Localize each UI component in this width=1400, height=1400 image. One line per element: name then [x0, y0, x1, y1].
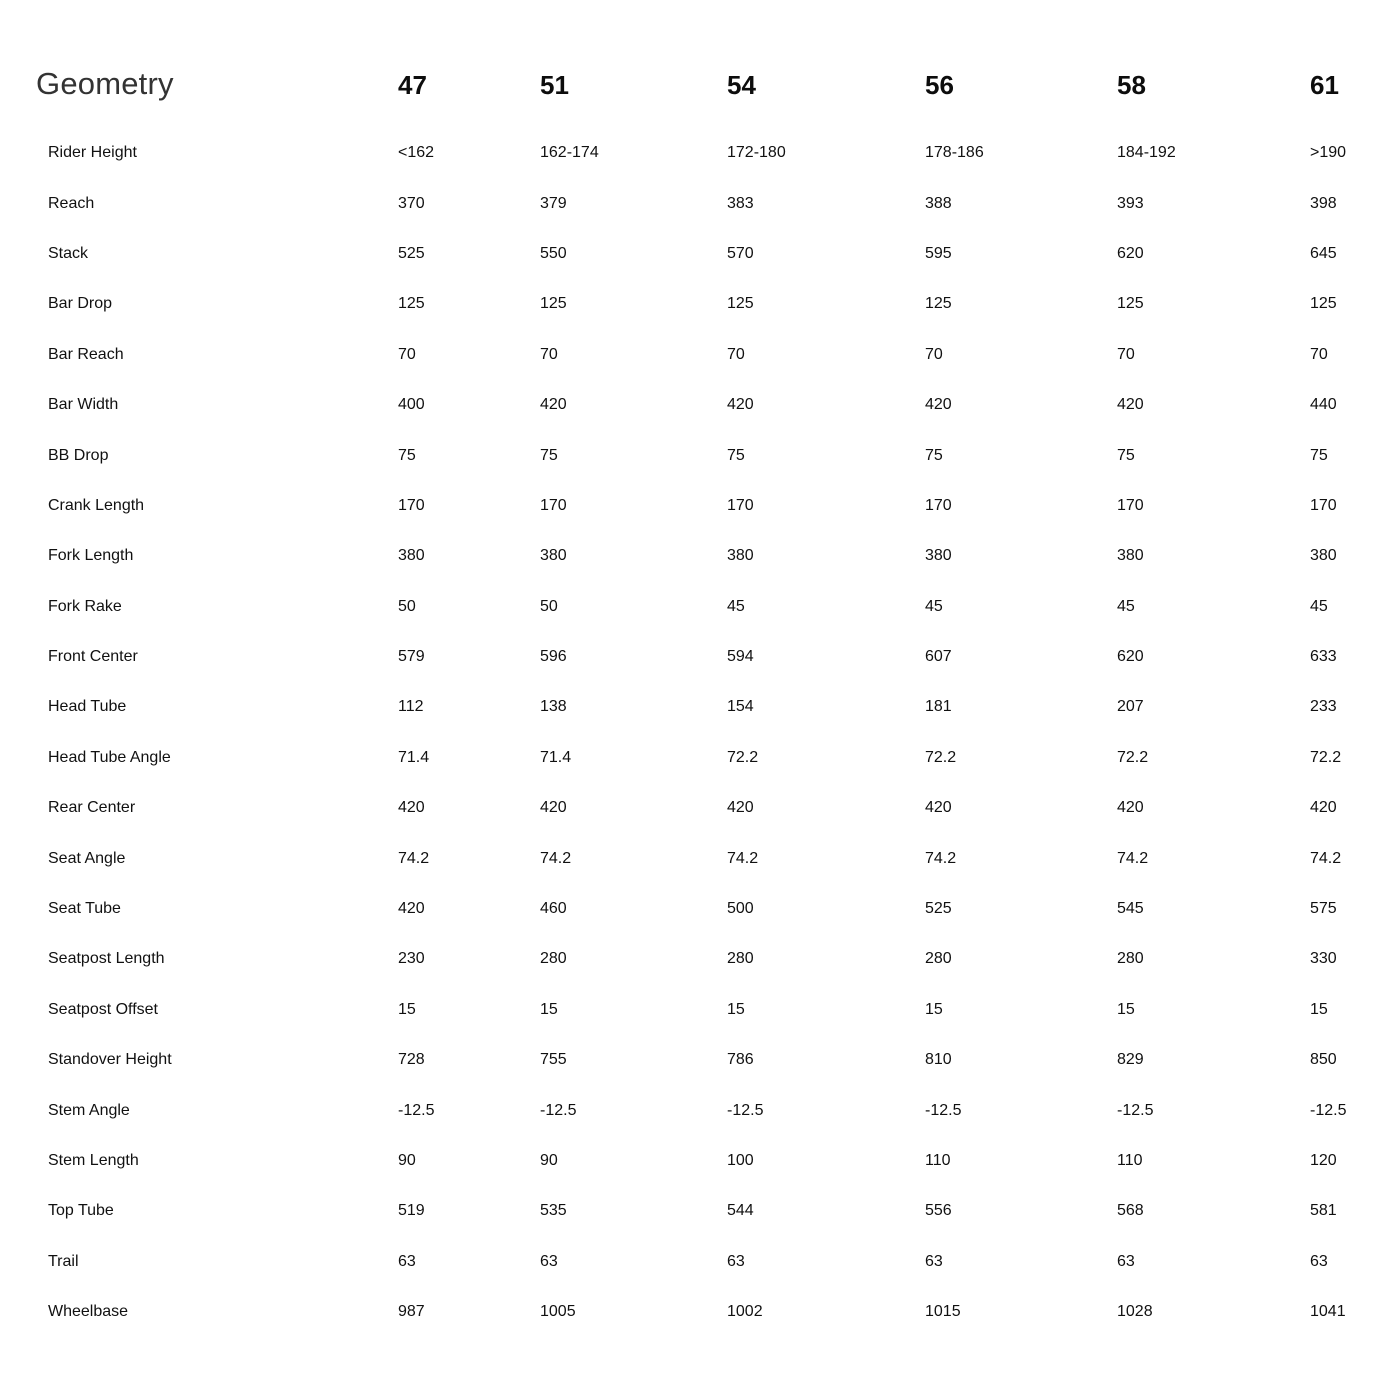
spec-cell: 15	[398, 1000, 416, 1018]
spec-cell: 184-192	[1117, 144, 1176, 162]
spec-row-label: Front Center	[48, 648, 138, 666]
spec-cell: 645	[1310, 244, 1337, 262]
spec-cell: 500	[727, 900, 754, 918]
spec-cell: 810	[925, 1051, 952, 1069]
spec-cell: 330	[1310, 950, 1337, 968]
spec-cell: 420	[1117, 396, 1144, 414]
spec-cell: 420	[925, 396, 952, 414]
spec-cell: 755	[540, 1051, 567, 1069]
spec-cell: 125	[398, 295, 425, 313]
spec-row-label: Rear Center	[48, 799, 136, 817]
spec-cell: 1002	[727, 1303, 763, 1321]
spec-cell: 63	[540, 1252, 558, 1270]
spec-row	[36, 531, 1380, 581]
spec-cell: 280	[925, 950, 952, 968]
spec-cell: 72.2	[1117, 748, 1149, 766]
spec-cell: 280	[1117, 950, 1144, 968]
page-title: Geometry	[36, 66, 174, 101]
spec-cell: 63	[398, 1252, 416, 1270]
spec-cell: 75	[925, 446, 943, 464]
spec-row-label: Stem Angle	[48, 1101, 130, 1119]
spec-cell: 74.2	[398, 849, 430, 867]
spec-cell: 72.2	[1310, 748, 1342, 766]
size-column-header: 61	[1310, 70, 1339, 100]
spec-cell: 379	[540, 194, 567, 212]
spec-cell: 71.4	[540, 748, 572, 766]
spec-row	[36, 229, 1380, 279]
spec-cell: 100	[727, 1152, 754, 1169]
spec-row	[36, 279, 1380, 329]
spec-row-label: BB Drop	[48, 446, 109, 464]
spec-cell: 987	[398, 1303, 425, 1321]
spec-cell: 519	[398, 1202, 425, 1220]
spec-cell: 850	[1310, 1051, 1337, 1069]
spec-cell: 90	[540, 1152, 558, 1169]
spec-row	[36, 632, 1380, 682]
spec-row-label: Seatpost Length	[48, 950, 165, 968]
size-column-header: 51	[540, 70, 569, 100]
spec-cell: 544	[727, 1202, 754, 1220]
spec-cell: >190	[1310, 144, 1347, 162]
spec-cell: 420	[398, 799, 425, 817]
spec-cell: 420	[727, 799, 754, 817]
spec-cell: 398	[1310, 194, 1337, 212]
spec-cell: -12.5	[925, 1101, 962, 1119]
spec-cell: -12.5	[398, 1101, 435, 1119]
spec-cell: 400	[398, 396, 425, 414]
spec-cell: 50	[398, 597, 416, 615]
spec-row	[36, 178, 1380, 228]
spec-cell: 383	[727, 194, 754, 212]
spec-row	[36, 1136, 1380, 1186]
spec-cell: 162-174	[540, 144, 599, 162]
spec-row-label: Bar Width	[48, 396, 119, 414]
size-column-header: 56	[925, 70, 954, 100]
spec-cell: 178-186	[925, 144, 984, 162]
spec-cell: 50	[540, 597, 558, 615]
spec-row-label: Seatpost Offset	[48, 1000, 158, 1018]
spec-row	[36, 733, 1380, 783]
spec-cell: 74.2	[1117, 849, 1149, 867]
spec-row	[36, 1287, 1380, 1337]
spec-cell: 110	[925, 1152, 951, 1169]
spec-cell: 420	[1117, 799, 1144, 817]
spec-cell: 15	[925, 1000, 943, 1018]
spec-cell: 154	[727, 698, 754, 716]
size-column-header: 58	[1117, 70, 1146, 100]
spec-cell: 420	[1310, 799, 1337, 817]
spec-cell: -12.5	[540, 1101, 577, 1119]
spec-cell: 63	[727, 1252, 745, 1270]
spec-cell: 70	[398, 345, 416, 363]
spec-cell: 420	[398, 900, 425, 918]
geometry-table	[0, 66, 1400, 1400]
spec-rows-container	[36, 128, 1380, 1337]
spec-row	[36, 330, 1380, 380]
spec-cell: 125	[727, 295, 754, 313]
spec-row	[36, 985, 1380, 1035]
spec-row	[36, 682, 1380, 732]
table-header-row	[36, 66, 1380, 112]
spec-row	[36, 934, 1380, 984]
spec-row	[36, 1237, 1380, 1287]
spec-cell: 170	[1117, 496, 1144, 514]
spec-cell: 1015	[925, 1303, 961, 1321]
spec-row	[36, 833, 1380, 883]
spec-row	[36, 1186, 1380, 1236]
spec-cell: 70	[540, 345, 558, 363]
spec-cell: 393	[1117, 194, 1144, 212]
size-column-header: 47	[398, 70, 427, 100]
spec-cell: 74.2	[540, 849, 572, 867]
spec-cell: 112	[398, 698, 424, 716]
spec-cell: 70	[727, 345, 745, 363]
spec-cell: 63	[925, 1252, 943, 1270]
spec-cell: 420	[540, 396, 567, 414]
spec-cell: 595	[925, 244, 952, 262]
spec-row-label: Seat Tube	[48, 900, 121, 918]
spec-row	[36, 783, 1380, 833]
spec-cell: 70	[1117, 345, 1135, 363]
spec-row-label: Seat Angle	[48, 849, 126, 867]
spec-row-label: Crank Length	[48, 496, 145, 514]
spec-cell: 380	[398, 547, 425, 565]
spec-cell: 125	[1310, 295, 1337, 313]
spec-cell: 63	[1310, 1252, 1328, 1270]
spec-cell: 74.2	[925, 849, 957, 867]
spec-cell: 280	[540, 950, 567, 968]
spec-cell: 75	[398, 446, 416, 464]
spec-cell: 575	[1310, 900, 1337, 918]
spec-cell: 525	[925, 900, 952, 918]
spec-cell: 45	[1310, 597, 1328, 615]
spec-cell: 388	[925, 194, 952, 212]
spec-cell: 556	[925, 1202, 952, 1220]
spec-cell: -12.5	[1117, 1101, 1154, 1119]
spec-cell: 70	[925, 345, 943, 363]
spec-row-label: Bar Drop	[48, 295, 113, 313]
spec-cell: -12.5	[1310, 1101, 1347, 1119]
spec-row	[36, 430, 1380, 480]
spec-row	[36, 582, 1380, 632]
spec-cell: <162	[398, 144, 435, 162]
spec-cell: 420	[727, 396, 754, 414]
spec-row-label: Stem Length	[48, 1152, 139, 1169]
spec-cell: -12.5	[727, 1101, 764, 1119]
spec-cell: 110	[1117, 1152, 1143, 1169]
spec-cell: 170	[1310, 496, 1337, 514]
spec-cell: 138	[540, 698, 567, 716]
spec-cell: 120	[1310, 1152, 1337, 1169]
spec-cell: 380	[1117, 547, 1144, 565]
spec-cell: 460	[540, 900, 567, 918]
spec-cell: 15	[1117, 1000, 1135, 1018]
spec-cell: 829	[1117, 1051, 1144, 1069]
spec-cell: 72.2	[727, 748, 759, 766]
spec-cell: 728	[398, 1051, 425, 1069]
spec-row	[36, 380, 1380, 430]
spec-cell: 633	[1310, 648, 1337, 666]
size-column-header: 54	[727, 70, 756, 100]
spec-cell: 172-180	[727, 144, 786, 162]
spec-row-label: Head Tube	[48, 698, 127, 716]
spec-cell: 440	[1310, 396, 1337, 414]
spec-cell: 125	[1117, 295, 1144, 313]
spec-cell: 380	[925, 547, 952, 565]
spec-cell: 525	[398, 244, 425, 262]
spec-cell: 230	[398, 950, 425, 968]
spec-cell: 45	[1117, 597, 1135, 615]
spec-cell: 15	[727, 1000, 745, 1018]
spec-cell: 74.2	[727, 849, 759, 867]
spec-cell: 170	[925, 496, 952, 514]
spec-cell: 170	[727, 496, 754, 514]
spec-cell: 786	[727, 1051, 754, 1069]
spec-cell: 280	[727, 950, 754, 968]
spec-row-label: Fork Rake	[48, 597, 122, 615]
spec-cell: 90	[398, 1152, 416, 1169]
spec-row	[36, 481, 1380, 531]
spec-cell: 1028	[1117, 1303, 1153, 1321]
spec-cell: 63	[1117, 1252, 1135, 1270]
spec-cell: 568	[1117, 1202, 1144, 1220]
spec-row-label: Head Tube Angle	[48, 748, 171, 766]
spec-cell: 380	[1310, 547, 1337, 565]
spec-cell: 75	[1310, 446, 1328, 464]
spec-cell: 570	[727, 244, 754, 262]
spec-cell: 125	[925, 295, 952, 313]
spec-cell: 420	[540, 799, 567, 817]
spec-row	[36, 1085, 1380, 1135]
spec-cell: 607	[925, 648, 952, 666]
spec-cell: 380	[540, 547, 567, 565]
spec-cell: 233	[1310, 698, 1337, 716]
spec-cell: 207	[1117, 698, 1144, 716]
spec-cell: 15	[540, 1000, 558, 1018]
spec-cell: 380	[727, 547, 754, 565]
spec-cell: 370	[398, 194, 425, 212]
spec-cell: 581	[1310, 1202, 1337, 1220]
spec-cell: 170	[540, 496, 567, 514]
spec-cell: 75	[1117, 446, 1135, 464]
spec-cell: 74.2	[1310, 849, 1342, 867]
spec-cell: 170	[398, 496, 425, 514]
spec-row-label: Stack	[48, 244, 89, 262]
spec-row-label: Trail	[48, 1252, 79, 1270]
spec-cell: 420	[925, 799, 952, 817]
spec-row-label: Wheelbase	[48, 1303, 129, 1321]
spec-cell: 15	[1310, 1000, 1328, 1018]
spec-cell: 594	[727, 648, 754, 666]
spec-cell: 579	[398, 648, 425, 666]
spec-cell: 72.2	[925, 748, 957, 766]
spec-cell: 70	[1310, 345, 1328, 363]
spec-row-label: Reach	[48, 194, 95, 212]
spec-cell: 45	[925, 597, 943, 615]
spec-row-label: Top Tube	[48, 1202, 114, 1220]
spec-row-label: Rider Height	[48, 144, 137, 162]
spec-cell: 620	[1117, 648, 1144, 666]
spec-row	[36, 884, 1380, 934]
spec-row	[36, 128, 1380, 178]
spec-cell: 1041	[1310, 1303, 1346, 1321]
spec-cell: 71.4	[398, 748, 430, 766]
spec-cell: 596	[540, 648, 567, 666]
spec-cell: 535	[540, 1202, 567, 1220]
spec-row-label: Fork Length	[48, 547, 134, 565]
spec-row	[36, 1035, 1380, 1085]
spec-cell: 550	[540, 244, 567, 262]
spec-cell: 620	[1117, 244, 1144, 262]
spec-cell: 1005	[540, 1303, 576, 1321]
spec-cell: 181	[925, 698, 952, 716]
spec-cell: 545	[1117, 900, 1144, 918]
spec-cell: 45	[727, 597, 745, 615]
spec-row-label: Standover Height	[48, 1051, 172, 1069]
spec-cell: 75	[727, 446, 745, 464]
spec-cell: 125	[540, 295, 567, 313]
spec-cell: 75	[540, 446, 558, 464]
spec-row-label: Bar Reach	[48, 345, 124, 363]
